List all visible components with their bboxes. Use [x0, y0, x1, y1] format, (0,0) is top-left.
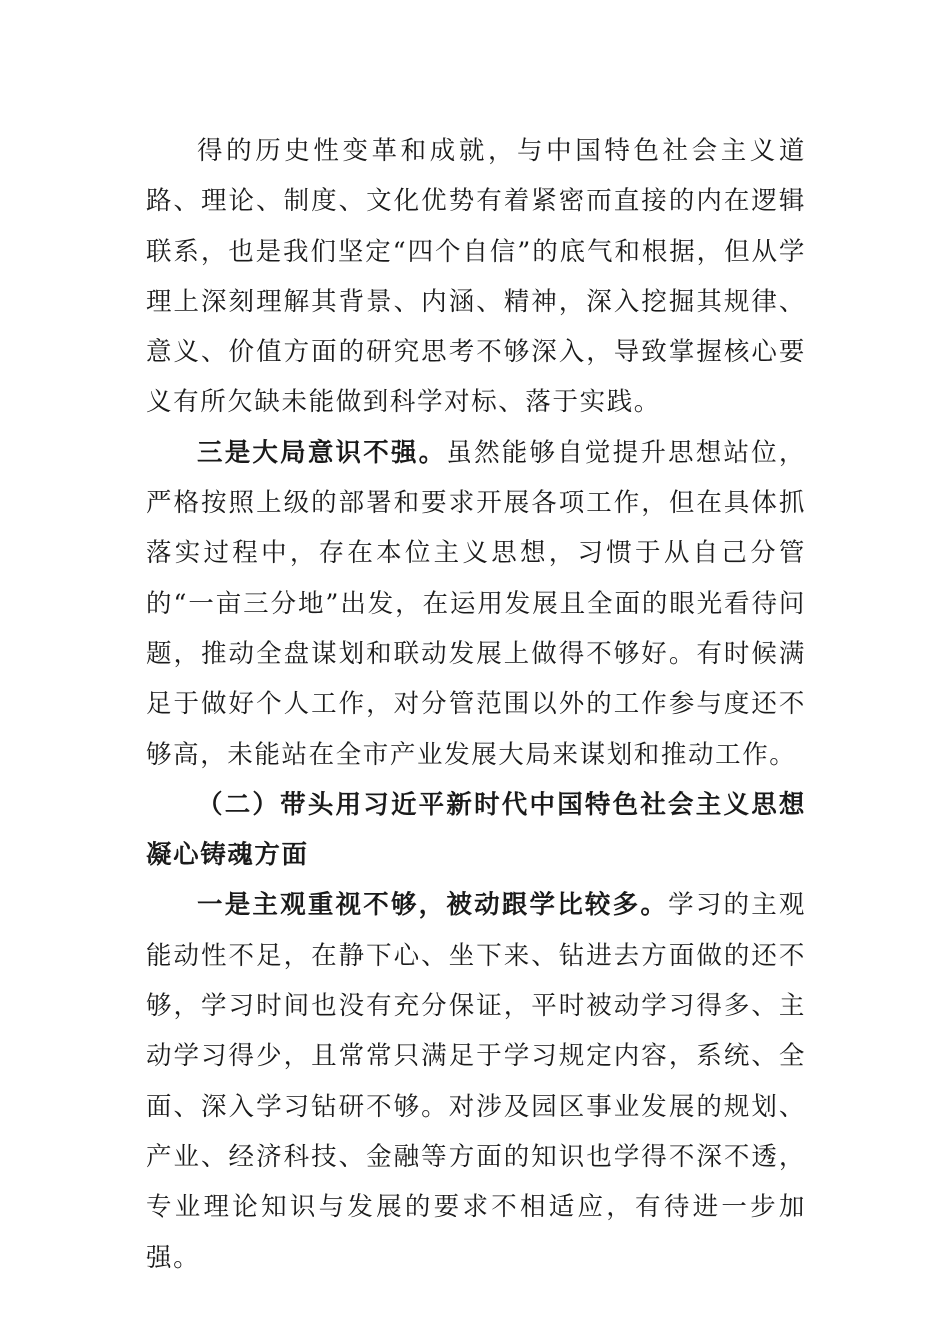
paragraph-lead: 三是大局意识不强。 — [197, 437, 447, 468]
section-heading: （二）带头用习近平新时代中国特色社会主义思想凝心铸魂方面 — [146, 789, 806, 871]
document-body — [146, 126, 806, 1283]
paragraph-overall-awareness — [146, 428, 806, 780]
paragraph-subjective-attention — [146, 880, 806, 1282]
paragraph-continuation — [146, 126, 806, 428]
paragraph-lead: 一是主观重视不够，被动跟学比较多。 — [197, 890, 669, 921]
paragraph-text: 虽然能够自觉提升思想站位，严格按照上级的部署和要求开展各项工作，但在具体抓落实过程中，存在本位主义思想，习惯于从自己分管的“一亩三分地”出发，在运用发展且全面的眼光看待问题，推动全盘谋划和联动发展上做得不够好。有时候满足于做好个人工作，对分管范围以外的工作参与度还不够高，未能站在全市产业发展大局来谋划和推动工作。 — [146, 437, 806, 770]
paragraph-text: 得的历史性变革和成就，与中国特色社会主义道路、理论、制度、文化优势有着紧密而直接的内在逻辑联系，也是我们坚定“四个自信”的底气和根据，但从学理上深刻理解其背景、内涵、精神，深入挖掘其规律、意义、价值方面的研究思考不够深入，导致掌握核心要义有所欠缺未能做到科学对标、落于实践。 — [146, 136, 806, 418]
paragraph-text: 学习的主观能动性不足，在静下心、坐下来、钻进去方面做的还不够，学习时间也没有充分保证，平时被动学习得多、主动学习得少，且常常只满足于学习规定内容，系统、全面、深入学习钻研不够。对涉及园区事业发展的规划、产业、经济科技、金融等方面的知识也学得不深不透，专业理论知识与发展的要求不相适应，有待进一步加强。 — [146, 890, 806, 1273]
